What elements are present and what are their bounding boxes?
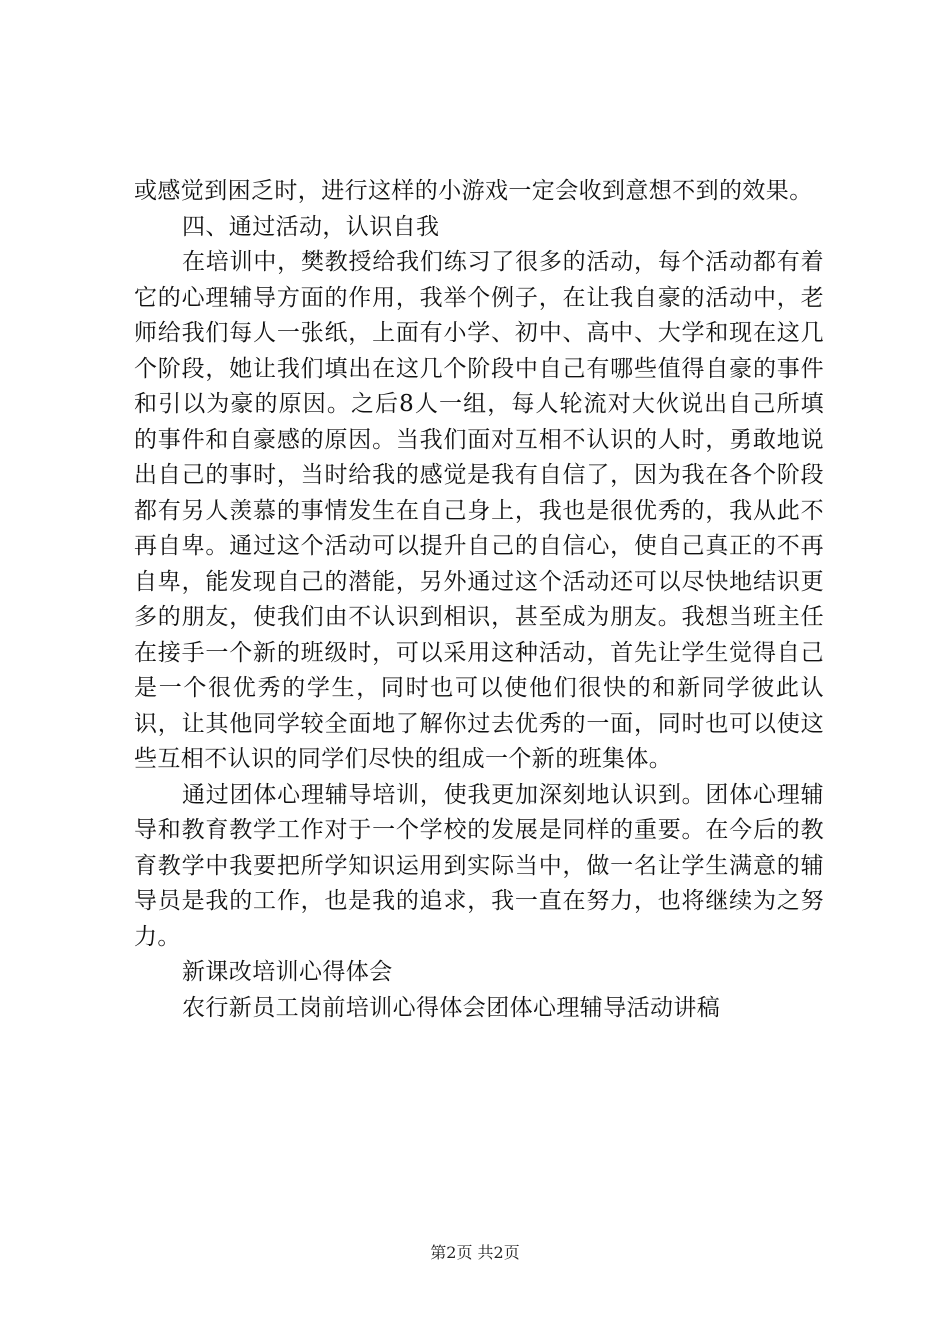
section-heading: 四、通过活动，认识自我 — [182, 213, 440, 240]
page-footer: 第2页 共2页 — [430, 1243, 520, 1262]
related-title-1: 新课改培训心得体会 — [182, 959, 393, 985]
related-title-2: 农行新员工岗前培训心得体会团体心理辅导活动讲稿 — [182, 994, 721, 1021]
paragraph-continuation: 或感觉到困乏时，进行这样的小游戏一定会收到意想不到的效果。 — [134, 178, 813, 204]
paragraph-conclusion: 通过团体心理辅导培训，使我更加深刻地认识到。团体心理辅导和教育教学工作对于一个学校的发展是同样的重要。在今后的教育教学中我要把所学知识运用到实际当中，做一名让学生满意的辅导员是我的工作，也是我的追求，我一直在努力，也将继续为之努力。 — [134, 781, 824, 950]
paragraph-activity: 在培训中，樊教授给我们练习了很多的活动，每个活动都有着它的心理辅导方面的作用，我举个例子，在让我自豪的活动中，老师给我们每人一张纸，上面有小学、初中、高中、大学和现在这几个阶段，她让我们填出在这几个阶段中自己有哪些值得自豪的事件和引以为豪的原因。之后8人一组，每人轮流对大伙说出自己所填的事件和自豪感的原因。当我们面对互相不认识的人时，勇敢地说出自己的事时，当时给我的感觉是我有自信了，因为我在各个阶段都有另人羡慕的事情发生在自己身上，我也是很优秀的，我从此不再自卑。通过这个活动可以提升自己的自信心，使自己真正的不再自卑，能发现自己的潜能，另外通过这个活动还可以尽快地结识更多的朋友，使我们由不认识到相识，甚至成为朋友。我想当班主任在接手一个新的班级时，可以采用这种活动，首先让学生觉得自己是一个很优秀的学生，同时也可以使他们很快的和新同学彼此认识，让其他同学较全面地了解你过去优秀的一面，同时也可以使这些互相不认识的同学们尽快的组成一个新的班集体。 — [134, 249, 824, 772]
document-body — [134, 174, 824, 1026]
